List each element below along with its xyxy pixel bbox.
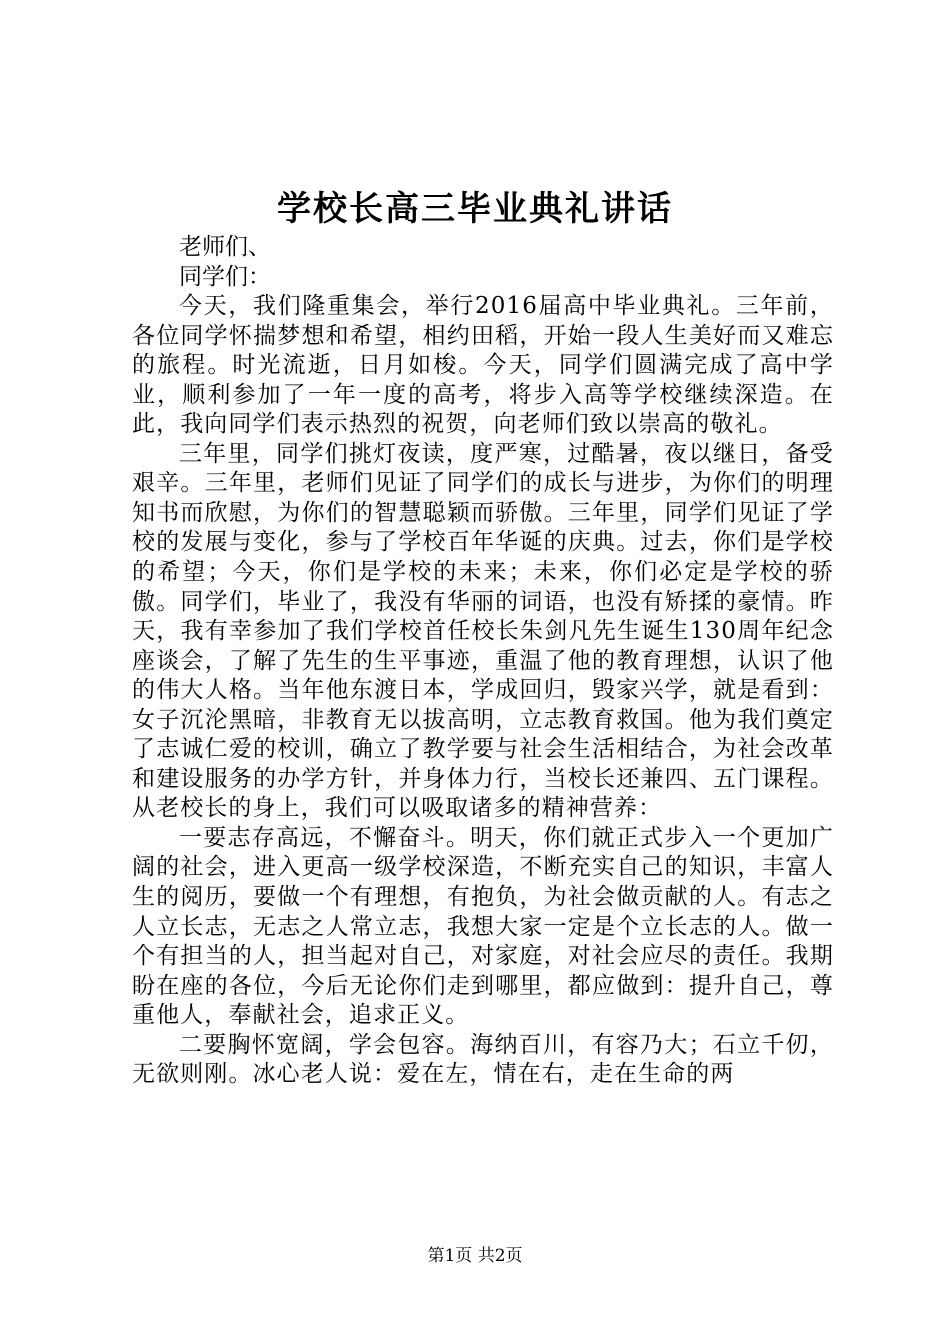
document-title: 学校长高三毕业典礼讲话	[277, 189, 673, 229]
salutation-students: 同学们：	[179, 263, 271, 290]
paragraph-three-years: 三年里，同学们挑灯夜读，度严寒，过酷暑，夜以继日，备受艰辛。三年里，老师们见证了同学们的成长与进步，为你们的明理知书而欣慰，为你们的智慧聪颖而骄傲。三年里，同学们见证了学校的发展与变化，参与了学校百年华诞的庆典。过去，你们是学校的希望；今天，你们是学校的未来；未来，你们必定是学校的骄傲。同学们，毕业了，我没有华丽的词语，也没有矫揉的豪情。昨天，我有幸参加了我们学校首任校长朱剑凡先生诞生130周年纪念座谈会，了解了先生的生平事迹，重温了他的教育理想，认识了他的伟大人格。当年他东渡日本，学成回归，毁家兴学，就是看到：女子沉沦黑暗，非教育无以拔高明，立志教育救国。他为我们奠定了志诚仁爱的校训，确立了教学要与社会生活相结合，为社会改革和建设服务的办学方针，并身体力行，当校长还兼四、五门课程。从老校长的身上，我们可以吸取诸多的精神营养：	[132, 440, 834, 822]
paragraph-opening: 今天，我们隆重集会，举行2016届高中毕业典礼。三年前，各位同学怀揣梦想和希望，相约田稻，开始一段人生美好而又难忘的旅程。时光流逝，日月如梭。今天，同学们圆满完成了高中学业，顺利参加了一年一度的高考，将步入高等学校继续深造。在此，我向同学们表示热烈的祝贺，向老师们致以崇高的敬礼。	[132, 293, 834, 438]
document-body	[132, 233, 834, 1090]
page-number-footer: 第1页 共2页	[427, 1246, 523, 1266]
salutation-teachers: 老师们、	[179, 234, 271, 260]
paragraph-point-one: 一要志存高远，不懈奋斗。明天，你们就正式步入一个更加广阔的社会，进入更高一级学校深造，不断充实自己的知识，丰富人生的阅历，要做一个有理想，有抱负，为社会做贡献的人。有志之人立长志，无志之人常立志，我想大家一定是个立长志的人。做一个有担当的人，担当起对自己，对家庭，对社会应尽的责任。我期盼在座的各位，今后无论你们走到哪里，都应做到：提升自己，尊重他人，奉献社会，追求正义。	[132, 824, 834, 1029]
paragraph-point-two: 二要胸怀宽阔，学会包容。海纳百川，有容乃大；石立千仞，无欲则刚。冰心老人说：爱在左，情在右，走在生命的两	[132, 1031, 834, 1088]
